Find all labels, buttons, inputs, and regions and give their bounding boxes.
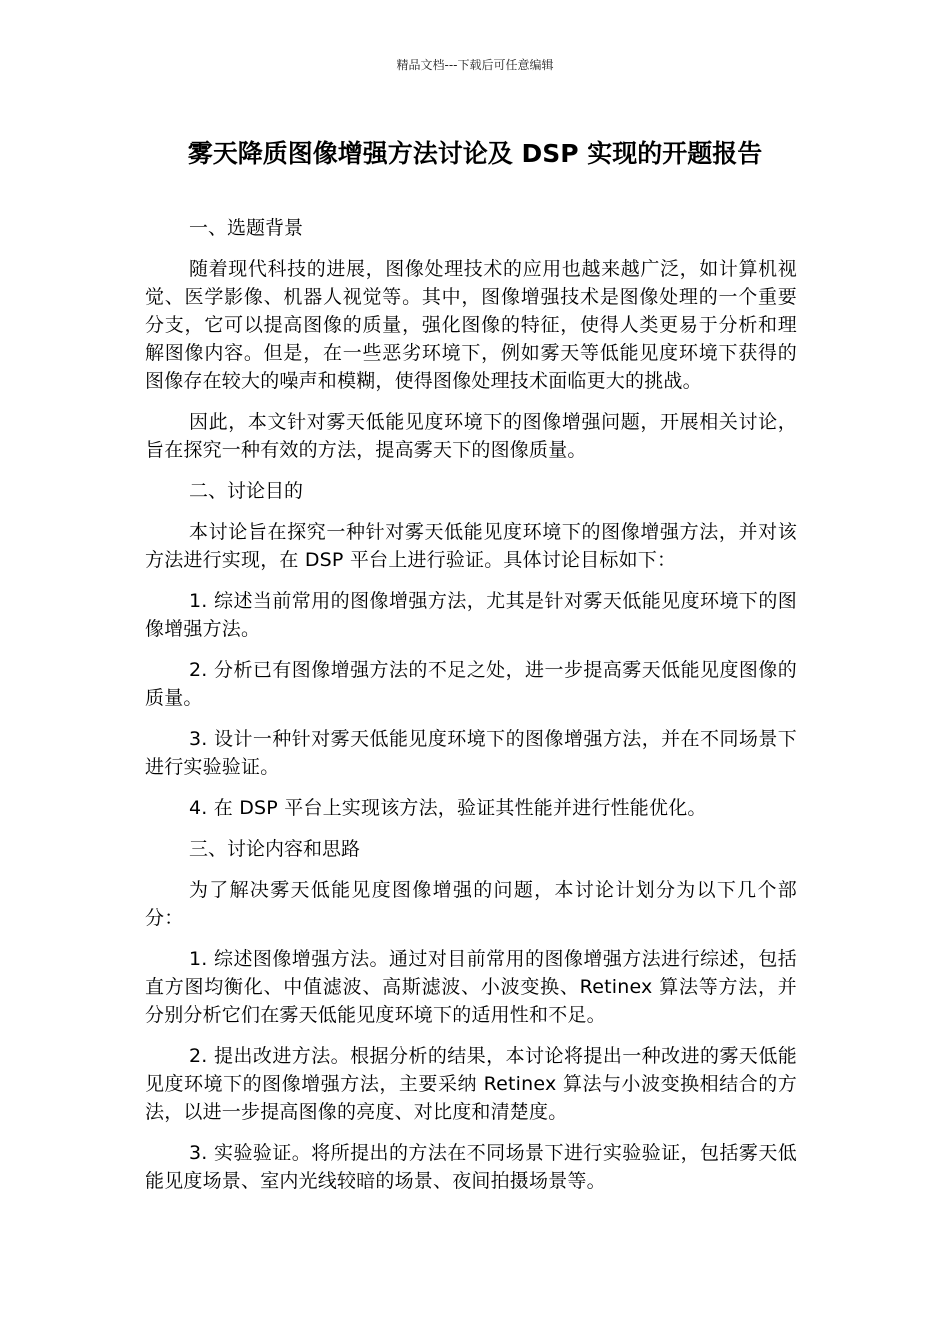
list-item-content-1: 1. 综述图像增强方法。通过对目前常用的图像增强方法进行综述，包括直方图均衡化、中值滤波、高斯滤波、小波变换、Retinex 算法等方法，并分别分析它们在雾天低能见度环境下的适用性和不足。 — [145, 948, 797, 1026]
document-body — [145, 214, 797, 1208]
list-item-purpose-3: 3. 设计一种针对雾天低能见度环境下的图像增强方法，并在不同场景下进行实验验证。 — [145, 728, 797, 778]
document-title: 雾天降质图像增强方法讨论及 DSP 实现的开题报告 — [187, 139, 763, 168]
section-heading-background: 一、选题背景 — [189, 217, 304, 239]
list-item-purpose-1: 1. 综述当前常用的图像增强方法，尤其是针对雾天低能见度环境下的图像增强方法。 — [145, 590, 797, 640]
section-heading-content: 三、讨论内容和思路 — [189, 838, 361, 860]
header-note: 精品文档---下载后可任意编辑 — [396, 58, 554, 72]
paragraph-background: 随着现代科技的进展，图像处理技术的应用也越来越广泛，如计算机视觉、医学影像、机器人视觉等。其中，图像增强技术是图像处理的一个重要分支，它可以提高图像的质量，强化图像的特征，使得人类更易于分析和理解图像内容。但是，在一些恶劣环境下，例如雾天等低能见度环境下获得的图像存在较大的噪声和模糊，使得图像处理技术面临更大的挑战。 — [145, 258, 797, 392]
list-item-purpose-4: 4. 在 DSP 平台上实现该方法，验证其性能并进行性能优化。 — [189, 797, 707, 819]
section-heading-purpose: 二、讨论目的 — [189, 480, 304, 502]
list-item-purpose-2: 2. 分析已有图像增强方法的不足之处，进一步提高雾天低能见度图像的质量。 — [145, 659, 797, 709]
list-item-content-3: 3. 实验验证。将所提出的方法在不同场景下进行实验验证，包括雾天低能见度场景、室内光线较暗的场景、夜间拍摄场景等。 — [145, 1142, 797, 1192]
paragraph-purpose-intro: 本讨论旨在探究一种针对雾天低能见度环境下的图像增强方法，并对该方法进行实现，在 DSP 平台上进行验证。具体讨论目标如下： — [145, 521, 797, 571]
list-item-content-2: 2. 提出改进方法。根据分析的结果，本讨论将提出一种改进的雾天低能见度环境下的图像增强方法，主要采纳 Retinex 算法与小波变换相结合的方法，以进一步提高图像的亮度、对比度和清楚度。 — [145, 1045, 797, 1123]
paragraph-background-aim: 因此，本文针对雾天低能见度环境下的图像增强问题，开展相关讨论，旨在探究一种有效的方法，提高雾天下的图像质量。 — [145, 411, 797, 461]
paragraph-content-intro: 为了解决雾天低能见度图像增强的问题，本讨论计划分为以下几个部分： — [145, 879, 797, 929]
